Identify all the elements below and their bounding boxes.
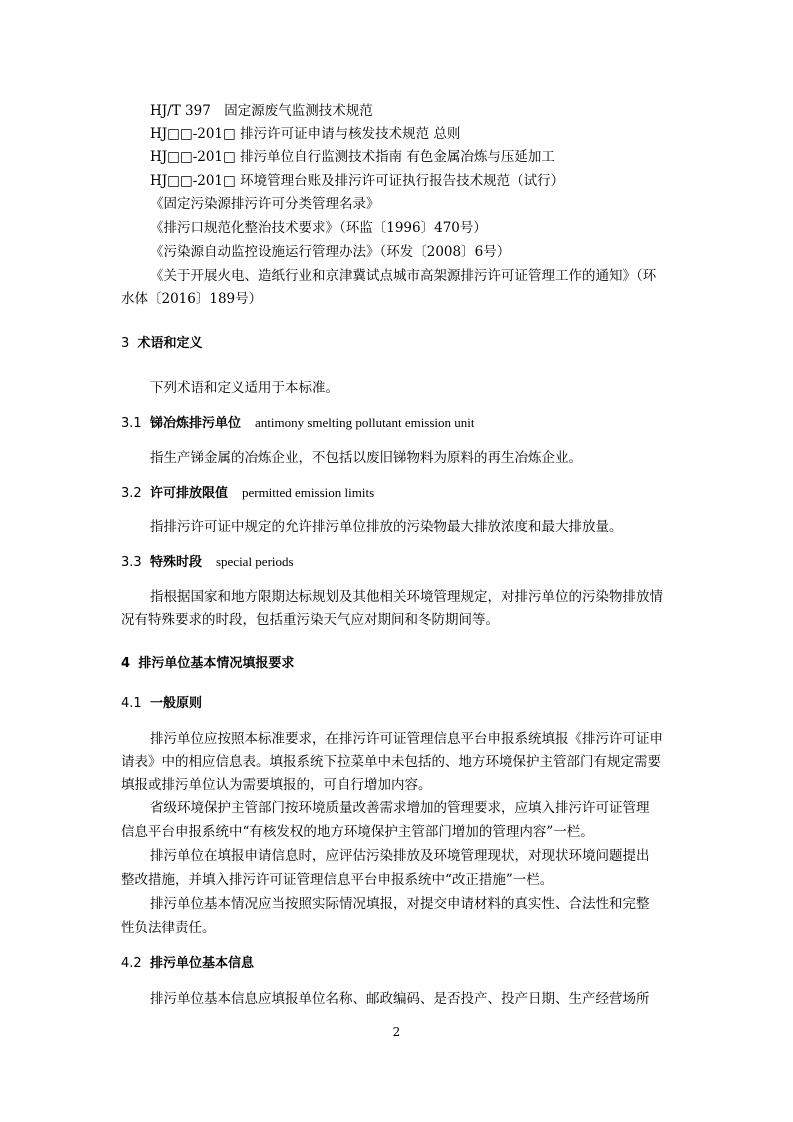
paragraph-line: 整改措施，并填入排污许可证管理信息平台申报系统中“改正措施”一栏。 [121,872,554,888]
term-heading-3-1 [121,413,475,434]
term-en: permitted emission limits [241,485,375,500]
term-zh: 锑冶炼排污单位 [149,416,241,431]
term-en: special periods [215,554,294,569]
term-number: 3.2 [121,486,142,501]
reference-line-continued: 水体〔2016〕189号） [121,291,263,307]
paragraph-line: 排污单位应按照本标准要求，在排污许可证管理信息平台申报系统填报《排污许可证申 [150,731,663,747]
term-definition: 指排污许可证中规定的允许排污单位排放的污染物最大排放浓度和最大排放量。 [150,519,623,535]
reference-line: HJ□□-201□ 排污许可证申请与核发技术规范 总则 [150,126,461,142]
term-zh: 许可排放限值 [149,486,228,501]
term-definition: 指根据国家和地方限期达标规划及其他相关环境管理规定，对排污单位的污染物排放情 [150,589,663,605]
subsection-title: 排污单位基本信息 [149,956,254,971]
paragraph-line: 排污单位基本情况应当按照实际情况填报，对提交申请材料的真实性、合法性和完整 [150,896,650,912]
term-zh: 特殊时段 [149,555,202,570]
term-definition: 指生产锑金属的冶炼企业，不包括以废旧锑物料为原料的再生冶炼企业。 [150,450,582,466]
section-intro: 下列术语和定义适用于本标准。 [150,380,339,396]
term-number: 3.1 [121,416,142,431]
paragraph-line: 性负法律责任。 [121,920,216,936]
subsection-4-2-heading [121,954,254,974]
section-3-heading [121,334,203,354]
reference-line: 《污染源自动监控设施运行管理办法》（环发〔2008〕6号） [150,244,511,260]
reference-line: 《固定污染源排污许可分类管理名录》 [150,196,380,212]
reference-line: HJ□□-201□ 环境管理台账及排污许可证执行报告技术规范（试行） [150,173,565,189]
term-definition-continued: 况有特殊要求的时段，包括重污染天气应对期间和冬防期间等。 [121,612,499,628]
subsection-4-1-heading [121,694,202,714]
paragraph-line: 排污单位基本信息应填报单位名称、邮政编码、是否投产、投产日期、生产经营场所 [150,991,650,1007]
page-number: 2 [392,1025,401,1039]
section-number: 4 [121,656,131,671]
reference-line: 《排污口规范化整治技术要求》（环监〔1996〕470号） [150,220,487,236]
subsection-number: 4.2 [121,956,142,971]
section-number: 3 [121,336,130,351]
paragraph-line: 填报或排污单位认为需要填报的，可自行增加内容。 [121,777,432,793]
paragraph-line: 省级环境保护主管部门按环境质量改善需求增加的管理要求，应填入排污许可证管理 [150,800,650,816]
section-4-heading [121,654,294,674]
paragraph-line: 信息平台申报系统中“有核发权的地方环境保护主管部门增加的管理内容”一栏。 [121,824,594,840]
reference-line: 《关于开展火电、造纸行业和京津冀试点城市高架源排污许可证管理工作的通知》（环 [150,268,657,284]
section-title: 排污单位基本情况填报要求 [138,656,295,671]
term-heading-3-3 [121,552,294,573]
paragraph-line: 排污单位在填报申请信息时，应评估污染排放及环境管理现状，对现状环境问题提出 [150,848,650,864]
term-heading-3-2 [121,483,374,504]
paragraph-line: 请表》中的相应信息表。填报系统下拉菜单中未包括的、地方环境保护主管部门有规定需要 [121,754,661,770]
reference-line: HJ/T 397 固定源废气监测技术规范 [150,103,373,119]
subsection-number: 4.1 [121,696,142,711]
term-en: antimony smelting pollutant emission unit [254,415,475,430]
reference-line: HJ□□-201□ 排污单位自行监测技术指南 有色金属冶炼与压延加工 [150,149,555,165]
term-number: 3.3 [121,555,142,570]
section-title: 术语和定义 [137,336,203,351]
subsection-title: 一般原则 [149,696,202,711]
